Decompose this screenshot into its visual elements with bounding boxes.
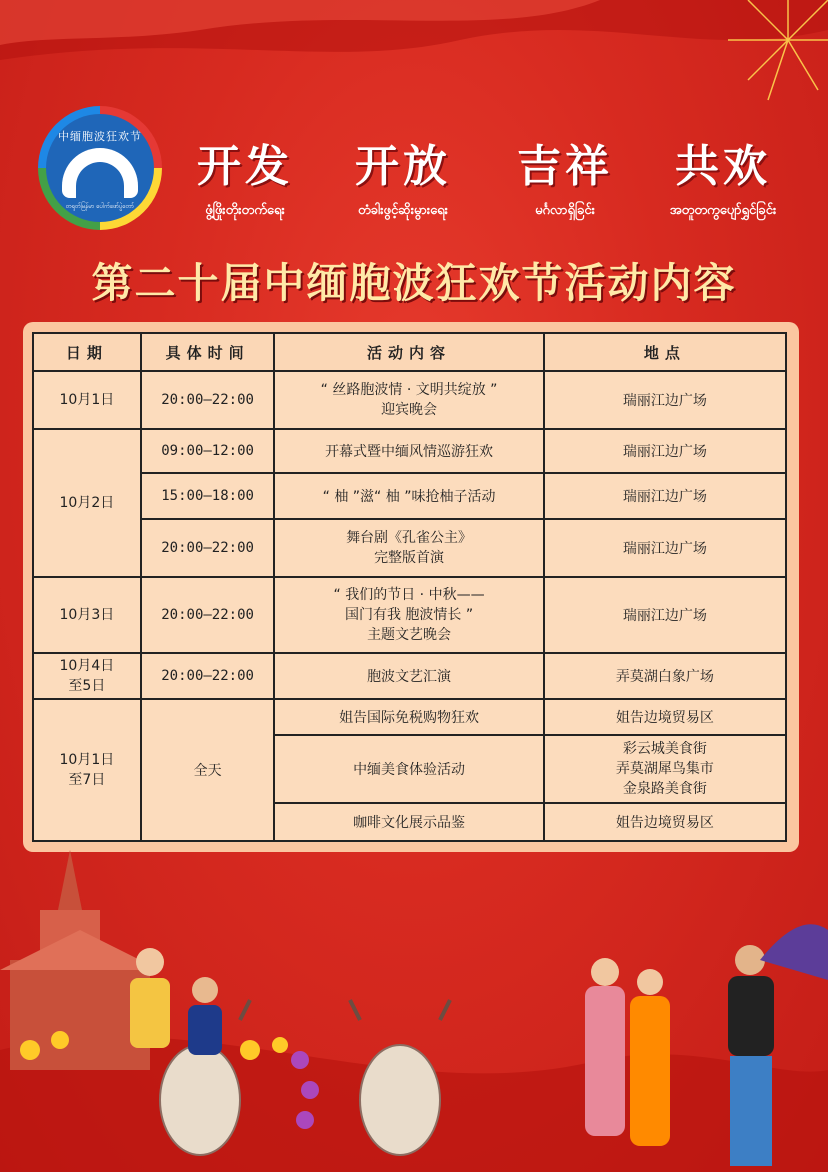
table-row (33, 577, 786, 653)
cell-time: 20:00—22:00 (141, 577, 275, 653)
festival-logo (38, 106, 162, 230)
cell-activity: 胞波文艺汇演 (274, 653, 543, 699)
header-time: 具体时间 (141, 333, 275, 371)
cell-date: 10月4日 至5日 (33, 653, 141, 699)
slogan-1-cn: 开发 (197, 141, 293, 192)
slogan-4 (638, 130, 808, 221)
cell-activity: “ 丝路胞波情 · 文明共绽放 ” 迎宾晚会 (274, 371, 543, 429)
table-header-row (33, 333, 786, 371)
table-row (33, 519, 786, 577)
cell-place: 瑞丽江边广场 (544, 577, 786, 653)
cell-place: 姐告边境贸易区 (544, 803, 786, 841)
cell-time: 09:00—12:00 (141, 429, 275, 473)
header-activity: 活动内容 (274, 333, 543, 371)
slogan-1-my: ဖွံ့ဖြိုးတိုးတက်ရေး (205, 203, 285, 218)
riders-illustration (130, 948, 222, 1055)
header-place: 地点 (544, 333, 786, 371)
logo-sub-text: တရုတ်မြန်မာ ပေါက်ဖော်ပွဲတော် (65, 203, 135, 210)
cell-place: 彩云城美食街 弄莫湖犀鸟集市 金泉路美食街 (544, 735, 786, 803)
slogan-3 (480, 130, 650, 221)
table-row (33, 371, 786, 429)
cell-activity: “ 柚 ”滋“ 柚 ”味抢柚子活动 (274, 473, 543, 519)
table-row (33, 699, 786, 735)
cell-time: 20:00—22:00 (141, 653, 275, 699)
table-row (33, 429, 786, 473)
cell-activity: 姐告国际免税购物狂欢 (274, 699, 543, 735)
slogan-3-cn: 吉祥 (517, 141, 613, 192)
cell-date: 10月3日 (33, 577, 141, 653)
header-date: 日期 (33, 333, 141, 371)
cell-place: 瑞丽江边广场 (544, 519, 786, 577)
slogan-2-cn: 开放 (355, 141, 451, 192)
logo-ring-text: 中缅胞波狂欢节 (58, 130, 142, 143)
cell-place: 弄莫湖白象广场 (544, 653, 786, 699)
cell-place: 瑞丽江边广场 (544, 473, 786, 519)
slogan-2 (318, 130, 488, 221)
slogan-4-cn: 共欢 (675, 141, 771, 192)
cell-activity: “ 我们的节日 · 中秋—— 国门有我 胞波情长 ” 主题文艺晚会 (274, 577, 543, 653)
festival-scene-illustration (0, 850, 828, 1172)
cell-time: 全天 (141, 699, 275, 841)
cell-place: 瑞丽江边广场 (544, 429, 786, 473)
table-row (33, 473, 786, 519)
umbrella-illustration (760, 924, 828, 980)
schedule-table (32, 332, 787, 842)
table-row (33, 653, 786, 699)
cell-date: 10月1日 至7日 (33, 699, 141, 841)
slogan-1 (160, 130, 330, 221)
cell-activity: 咖啡文化展示品鉴 (274, 803, 543, 841)
cell-activity: 中缅美食体验活动 (274, 735, 543, 803)
slogan-3-my: မင်္ဂလာရှိခြင်း (535, 203, 595, 218)
slogan-2-my: တံခါးဖွင့်ဆိုးမွားရေး (358, 203, 448, 218)
firework-decoration (688, 0, 828, 120)
cell-place: 姐告边境贸易区 (544, 699, 786, 735)
cell-time: 20:00—22:00 (141, 371, 275, 429)
cell-date: 10月2日 (33, 429, 141, 577)
slogan-4-my: အတူတကွပျော်ရွှင်ခြင်း (669, 203, 777, 218)
cell-place: 瑞丽江边广场 (544, 371, 786, 429)
cell-time: 15:00—18:00 (141, 473, 275, 519)
cell-time: 20:00—22:00 (141, 519, 275, 577)
cell-date: 10月1日 (33, 371, 141, 429)
page-title: 第二十届中缅胞波狂欢节活动内容 (91, 259, 737, 307)
cell-activity: 开幕式暨中缅风情巡游狂欢 (274, 429, 543, 473)
cell-activity: 舞台剧《孔雀公主》 完整版首演 (274, 519, 543, 577)
